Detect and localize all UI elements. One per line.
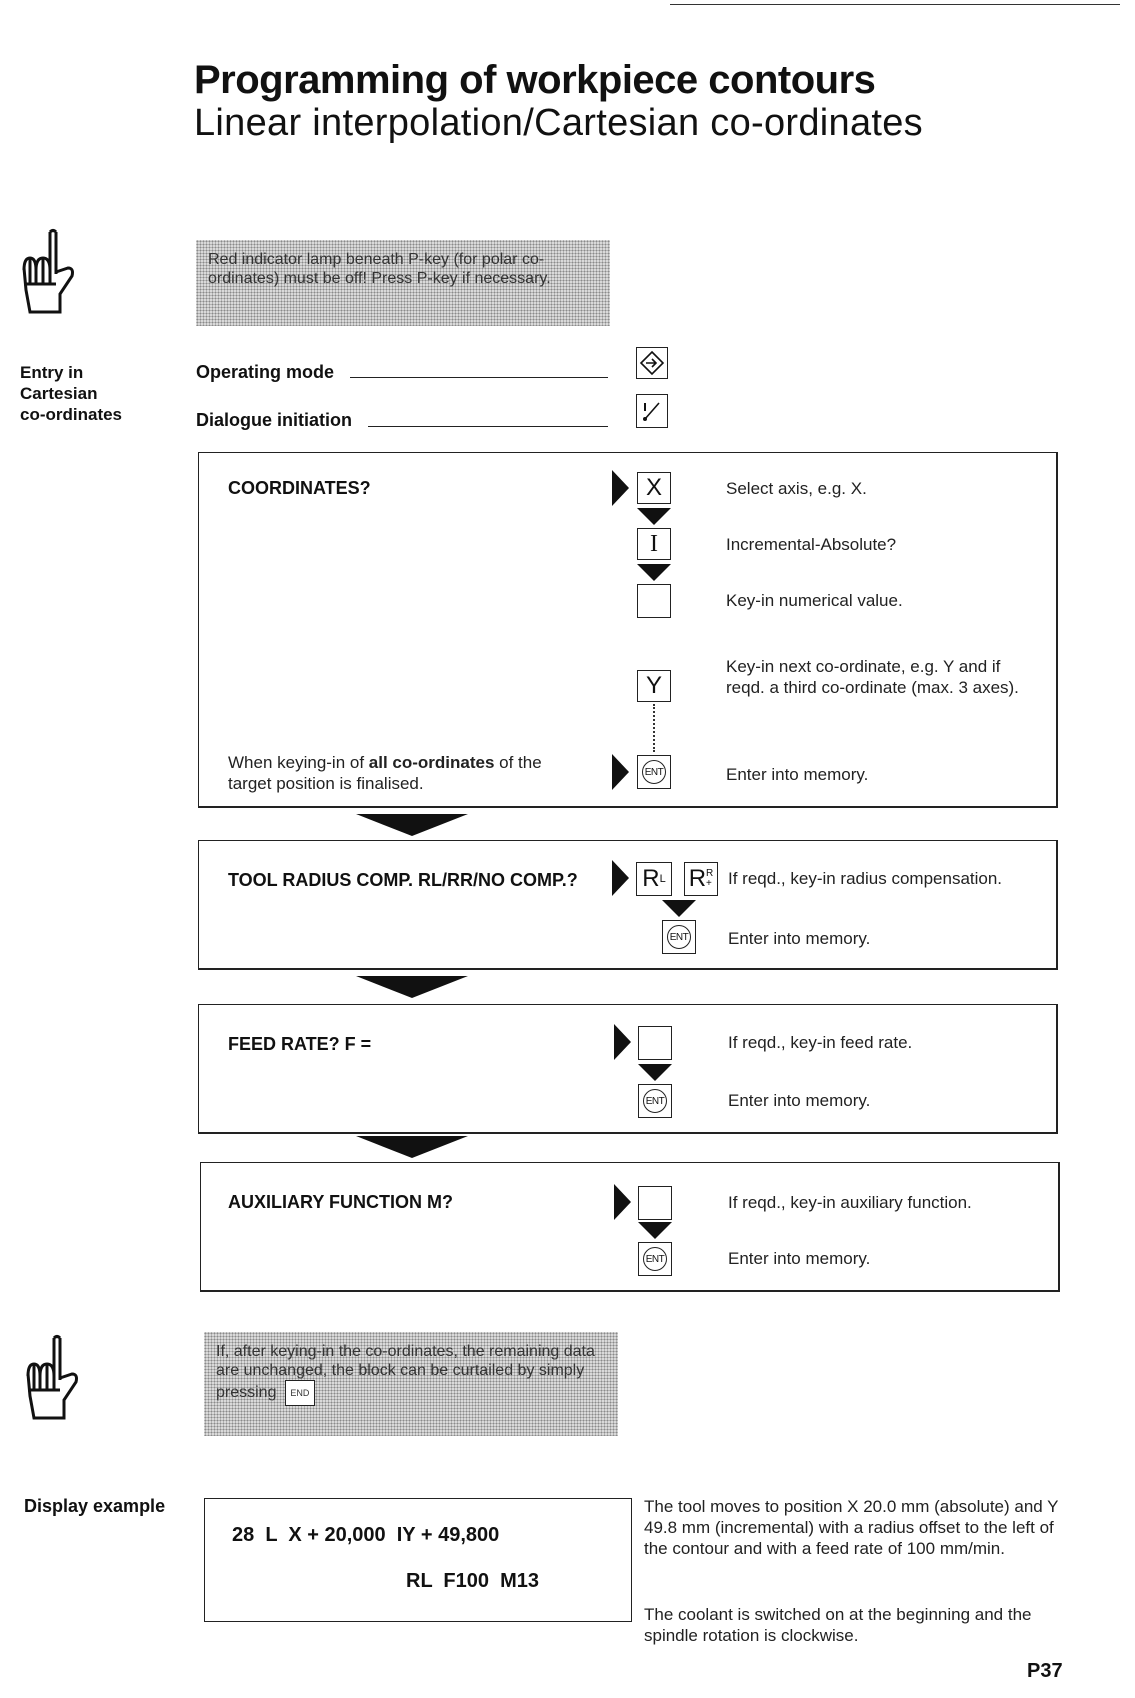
display-explanation-1: The tool moves to position X 20.0 mm (absolute) and Y 49.8 mm (incremental) with a radius offset to the left of the contour and with a feed rate of 100 mm/min.	[644, 1497, 1059, 1558]
select-axis-desc: Select axis, e.g. X.	[726, 479, 867, 498]
triangle-down-icon	[356, 1136, 468, 1158]
triangle-down-icon	[637, 508, 671, 525]
entry-side-label: Entry in Cartesian co-ordinates	[20, 363, 123, 424]
aux-function-key[interactable]	[638, 1186, 672, 1220]
triangle-down-icon	[637, 564, 671, 581]
triangle-down-icon	[638, 1064, 672, 1081]
end-key-icon[interactable]: END	[285, 1380, 315, 1406]
triangle-right-icon	[612, 860, 629, 896]
ent-key-icon[interactable]: ENT	[638, 1084, 672, 1118]
triangle-right-icon	[612, 754, 629, 790]
display-screen	[204, 1498, 632, 1622]
y-axis-key[interactable]: Y	[637, 670, 671, 702]
aux-enter-memory-desc: Enter into memory.	[728, 1249, 871, 1268]
enter-memory-desc: Enter into memory.	[726, 765, 869, 784]
ent-key-icon[interactable]: ENT	[662, 920, 696, 954]
all-coordinates-note: When keying-in of all co-ordinates of the target position is finalised.	[228, 753, 542, 793]
triangle-right-icon	[614, 1184, 631, 1220]
operating-mode-label: Operating mode	[196, 362, 335, 382]
page-number: P37	[1027, 1660, 1063, 1682]
display-explanation-2: The coolant is switched on at the beginning and the spindle rotation is clockwise.	[644, 1605, 1032, 1645]
linear-line-key-icon[interactable]	[636, 394, 668, 428]
triangle-down-icon	[356, 976, 468, 998]
dotted-connector	[653, 704, 655, 752]
end-key-note: If, after keying-in the co-ordinates, the remaining data are unchanged, the block can be curtailed by simply pressing END	[204, 1332, 618, 1436]
display-line-2: RL F100 M13	[406, 1570, 540, 1592]
aux-function-prompt: AUXILIARY FUNCTION M?	[228, 1192, 453, 1212]
display-line-1: 28 L X + 20,000 IY + 49,800	[232, 1524, 500, 1546]
display-example-label: Display example	[24, 1496, 166, 1516]
incremental-key[interactable]: I	[637, 528, 671, 560]
top-rule	[670, 4, 1120, 5]
triangle-down-icon	[356, 814, 468, 836]
dialogue-leader	[368, 426, 608, 427]
feed-rate-prompt: FEED RATE? F =	[228, 1034, 372, 1054]
x-axis-key[interactable]: X	[637, 472, 671, 504]
radius-right-key[interactable]: R R +	[684, 862, 718, 896]
page-title: Programming of workpiece contours	[194, 58, 876, 102]
feed-rate-key[interactable]	[638, 1026, 672, 1060]
aux-function-dialog-frame	[200, 1162, 1060, 1292]
feed-enter-memory-desc: Enter into memory.	[728, 1091, 871, 1110]
ent-key-icon[interactable]: ENT	[637, 755, 671, 789]
feed-rate-desc: If reqd., key-in feed rate.	[728, 1033, 913, 1052]
radius-left-key[interactable]: R L	[636, 862, 672, 896]
radius-comp-desc: If reqd., key-in radius compensation.	[728, 869, 1003, 888]
operating-mode-leader	[350, 377, 608, 378]
ent-key-icon[interactable]: ENT	[638, 1242, 672, 1276]
dialogue-initiation-label: Dialogue initiation	[196, 410, 352, 430]
coordinates-prompt: COORDINATES?	[228, 478, 371, 498]
aux-function-desc: If reqd., key-in auxiliary function.	[728, 1193, 972, 1212]
incremental-absolute-desc: Incremental-Absolute?	[726, 535, 897, 554]
pointing-hand-icon	[20, 1334, 90, 1430]
next-coordinate-desc: Key-in next co-ordinate, e.g. Y and if reqd. a third co-ordinate (max. 3 axes).	[726, 657, 1019, 697]
numeric-value-key[interactable]	[637, 584, 671, 618]
triangle-right-icon	[614, 1024, 631, 1060]
polar-key-note: Red indicator lamp beneath P-key (for polar co-ordinates) must be off! Press P-key if necessary.	[196, 240, 610, 326]
triangle-down-icon	[638, 1222, 672, 1239]
pointing-hand-icon	[16, 228, 86, 324]
triangle-down-icon	[662, 900, 696, 917]
numeric-value-desc: Key-in numerical value.	[726, 591, 903, 610]
triangle-right-icon	[612, 470, 629, 506]
programming-mode-key-icon[interactable]	[636, 347, 668, 379]
page-subtitle: Linear interpolation/Cartesian co-ordinates	[194, 102, 923, 144]
radius-comp-prompt: TOOL RADIUS COMP. RL/RR/NO COMP.?	[228, 870, 578, 890]
radius-enter-memory-desc: Enter into memory.	[728, 929, 871, 948]
